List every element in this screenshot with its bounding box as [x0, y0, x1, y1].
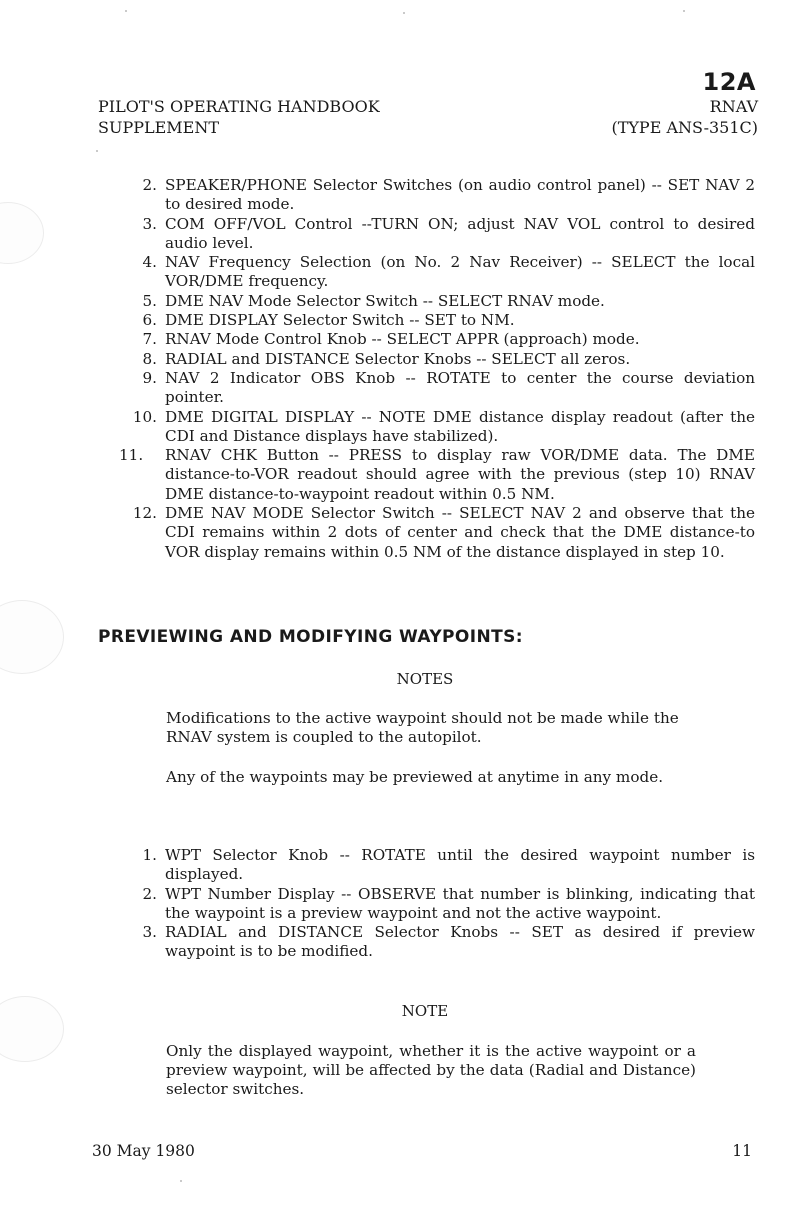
step-number: 4. — [142, 253, 157, 272]
checklist-step — [142, 330, 755, 349]
header-subject-line: RNAV — [709, 97, 758, 116]
step-text: RNAV Mode Control Knob -- SELECT APPR (approach) mode. — [165, 330, 640, 349]
step-number: 9. — [142, 368, 157, 387]
step-text: RNAV CHK Button -- PRESS to display raw VOR/DME data. The DME distance-to-VOR readout should agree with the previous (step 10) RNAV DME distance-to-waypoint readout within 0.5 NM. — [165, 446, 755, 503]
checklist-step — [142, 214, 755, 254]
checklist-step — [142, 311, 755, 330]
scan-speck — [180, 1180, 182, 1182]
step-text: RADIAL and DISTANCE Selector Knobs -- SELECT all zeros. — [165, 349, 631, 368]
scan-speck — [683, 10, 685, 12]
checklist-step — [132, 407, 755, 447]
step-number: 8. — [142, 349, 157, 368]
step-text: DME DISPLAY Selector Switch -- SET to NM. — [165, 311, 515, 330]
notes-paragraph: Any of the waypoints may be previewed at anytime in any mode. — [166, 768, 664, 786]
step-number: 6. — [142, 311, 157, 330]
header-title-line: PILOT'S OPERATING HANDBOOK — [98, 97, 380, 116]
scan-speck — [125, 10, 127, 12]
step-text: DME NAV Mode Selector Switch -- SELECT RNAV mode. — [165, 291, 605, 310]
page-number: 11 — [732, 1142, 752, 1160]
step-number: 2. — [142, 176, 157, 194]
step-number: 1. — [142, 846, 157, 864]
step-text: NAV Frequency Selection (on No. 2 Nav Receiver) -- SELECT the local VOR/DME frequency. — [165, 253, 755, 291]
checklist-step — [142, 253, 755, 292]
scan-speck — [403, 12, 405, 14]
step-number: 2. — [142, 884, 157, 903]
checklist-step — [132, 504, 755, 562]
checklist-step — [142, 846, 755, 885]
step-text: NAV 2 Indicator OBS Knob -- ROTATE to center the course deviation pointer. — [165, 368, 755, 407]
checklist-step — [142, 291, 755, 311]
step-text: DME NAV MODE Selector Switch -- SELECT NAV 2 and observe that the CDI remains within 2 dots of center and check that the DME distance-to VOR display remains within 0.5 NM of the distance displayed in step 10. — [165, 504, 755, 561]
checklist-step — [142, 349, 755, 369]
step-number: 7. — [142, 330, 157, 349]
note-heading: NOTE — [401, 1002, 449, 1020]
step-text: SPEAKER/PHONE Selector Switches (on audio control panel) -- SET NAV 2 to desired mode. — [165, 176, 755, 214]
punch-hole-middle — [0, 600, 64, 674]
header-subject — [611, 96, 758, 138]
step-text: WPT Selector Knob -- ROTATE until the desired waypoint number is displayed. — [165, 846, 755, 884]
checklist-step — [142, 884, 755, 924]
step-text: RADIAL and DISTANCE Selector Knobs -- SET as desired if preview waypoint is to be modified. — [165, 923, 755, 961]
checklist-step — [142, 368, 755, 408]
section-number: 12A — [702, 68, 756, 96]
step-text: WPT Number Display -- OBSERVE that number is blinking, indicating that the waypoint is a preview waypoint and not the active waypoint. — [165, 884, 755, 922]
step-number: 3. — [142, 214, 157, 233]
step-number: 5. — [142, 291, 157, 310]
checklist-step — [142, 176, 755, 215]
step-number: 3. — [142, 923, 157, 942]
header-title-line: SUPPLEMENT — [98, 118, 220, 137]
scan-speck — [96, 150, 98, 152]
step-number: 10. — [132, 407, 157, 426]
section-heading: PREVIEWING AND MODIFYING WAYPOINTS: — [98, 627, 523, 647]
note-paragraph: Only the displayed waypoint, whether it is the active waypoint or a preview waypoint, will be affected by the data (Radial and Distance) selector switches. — [166, 1042, 696, 1098]
punch-hole-top — [0, 202, 44, 264]
header-title — [98, 96, 380, 138]
checklist-step — [119, 446, 755, 504]
preview-checklist — [142, 846, 755, 962]
step-text: COM OFF/VOL Control --TURN ON; adjust NAV VOL control to desired audio level. — [165, 214, 755, 252]
step-number: 11. — [119, 446, 144, 465]
footer-date: 30 May 1980 — [92, 1142, 195, 1160]
step-number: 12. — [132, 504, 157, 523]
checklist-step — [142, 923, 755, 962]
step-text: DME DIGITAL DISPLAY -- NOTE DME distance display readout (after the CDI and Distance displays have stabilized). — [165, 407, 755, 445]
checklist-continued — [119, 176, 755, 562]
header-subject-line: (TYPE ANS-351C) — [611, 118, 758, 137]
notes-heading: NOTES — [396, 670, 454, 688]
notes-paragraph: Modifications to the active waypoint should not be made while the RNAV system is coupled to the autopilot. — [166, 709, 679, 746]
